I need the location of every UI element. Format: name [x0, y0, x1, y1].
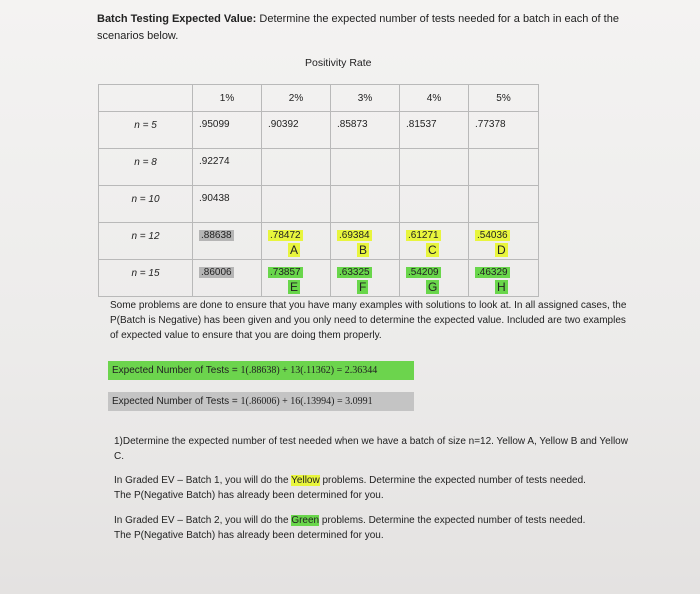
table-cell [193, 223, 262, 260]
problem-letter: E [290, 280, 299, 294]
table-cell [469, 112, 539, 149]
cell-value: .90392 [268, 119, 299, 130]
example-formula-2 [108, 392, 414, 411]
table-cell [400, 112, 469, 149]
formula-label: Expected Number of Tests = [112, 365, 241, 376]
header-cell: 2% [262, 85, 331, 112]
cell-value: .95099 [199, 119, 230, 130]
table-cell [469, 186, 539, 223]
cell-value: .77378 [475, 119, 506, 130]
cell-value: .92274 [199, 156, 230, 167]
table-cell [331, 112, 400, 149]
row-label: n = 15 [99, 260, 193, 297]
row-label: n = 8 [99, 149, 193, 186]
table-cell [331, 186, 400, 223]
table-cell [400, 223, 469, 260]
intro-paragraph: Some problems are done to ensure that you have many examples with solutions to look at. In all assigned cases, the P(Batch is Negative) has been given and you only need to determine the expected value. Included are two examples of expected value to ensure that you are doing them properly. [110, 300, 627, 341]
table-cell [331, 223, 400, 260]
graded-2-pre: In Graded EV – Batch 2, you will do the [114, 515, 292, 526]
example-formula-1 [108, 361, 414, 380]
cell-value: .78472 [270, 230, 301, 241]
row-label: n = 12 [99, 223, 193, 260]
graded-batch-1 [114, 473, 604, 503]
page-title [97, 11, 657, 45]
formula-calc: 1(.86006) + 16(.13994) = 3.0991 [240, 396, 373, 407]
problem-letter: B [359, 243, 368, 257]
table-header-row [99, 85, 539, 112]
header-cell: 1% [193, 85, 262, 112]
table-row [99, 223, 539, 260]
problem-letter: G [428, 280, 438, 294]
cell-value: .54209 [408, 267, 439, 278]
title-bold: Batch Testing Expected Value: [97, 13, 257, 25]
problem-letter: F [359, 280, 367, 294]
problem-letter: H [497, 280, 506, 294]
cell-value: .90438 [199, 193, 230, 204]
table-cell [193, 260, 262, 297]
table-cell [469, 149, 539, 186]
table-row [99, 149, 539, 186]
header-cell: 4% [400, 85, 469, 112]
table-row [99, 186, 539, 223]
cell-value: .63325 [339, 267, 370, 278]
table-cell [262, 186, 331, 223]
yellow-highlight: Yellow [291, 475, 320, 486]
table-cell [262, 260, 331, 297]
graded-1-pre: In Graded EV – Batch 1, you will do the [114, 475, 292, 486]
header-cell: 5% [469, 85, 539, 112]
table-cell [262, 149, 331, 186]
table-row [99, 260, 539, 297]
table-cell [193, 149, 262, 186]
graded-1-post: problems. Determine the expected number of tests needed. The P(Negative Batch) has already been determined for you. [114, 475, 586, 501]
table-cell [331, 149, 400, 186]
problem-letter: C [428, 243, 437, 257]
graded-2-post: problems. Determine the expected number of tests needed. The P(Negative Batch) has already been determined for you. [114, 515, 586, 541]
green-highlight: Green [291, 515, 320, 526]
row-label: n = 5 [99, 112, 193, 149]
cell-value: .86006 [201, 267, 232, 278]
table-cell [469, 260, 539, 297]
table-cell [262, 112, 331, 149]
table-cell [193, 112, 262, 149]
problem-letter: D [497, 243, 506, 257]
table-cell [400, 186, 469, 223]
probability-table [98, 84, 539, 297]
table-cell [400, 260, 469, 297]
cell-value: .69384 [339, 230, 370, 241]
formula-label: Expected Number of Tests = [112, 396, 241, 407]
question-1: 1)Determine the expected number of test needed when we have a batch of size n=12. Yellow A, Yellow B and Yellow C. [114, 436, 628, 462]
cell-value: .73857 [270, 267, 301, 278]
cell-value: .88638 [201, 230, 232, 241]
formula-calc: 1(.88638) + 13(.11362) = 2.36344 [240, 365, 378, 376]
header-corner [99, 85, 193, 112]
table-cell [331, 260, 400, 297]
cell-value: .46329 [477, 267, 508, 278]
table-cell [193, 186, 262, 223]
problem-letter: A [290, 243, 299, 257]
cell-value: .81537 [406, 119, 437, 130]
cell-value: .54036 [477, 230, 508, 241]
table-row [99, 112, 539, 149]
table-cell [400, 149, 469, 186]
table-cell [469, 223, 539, 260]
graded-batch-2 [114, 513, 604, 543]
cell-value: .85873 [337, 119, 368, 130]
cell-value: .61271 [408, 230, 439, 241]
title-rest: Determine the expected number of tests needed for a batch in each of the scenarios below. [97, 13, 619, 42]
header-cell: 3% [331, 85, 400, 112]
table-cell [262, 223, 331, 260]
positivity-rate-label: Positivity Rate [305, 57, 372, 69]
row-label: n = 10 [99, 186, 193, 223]
